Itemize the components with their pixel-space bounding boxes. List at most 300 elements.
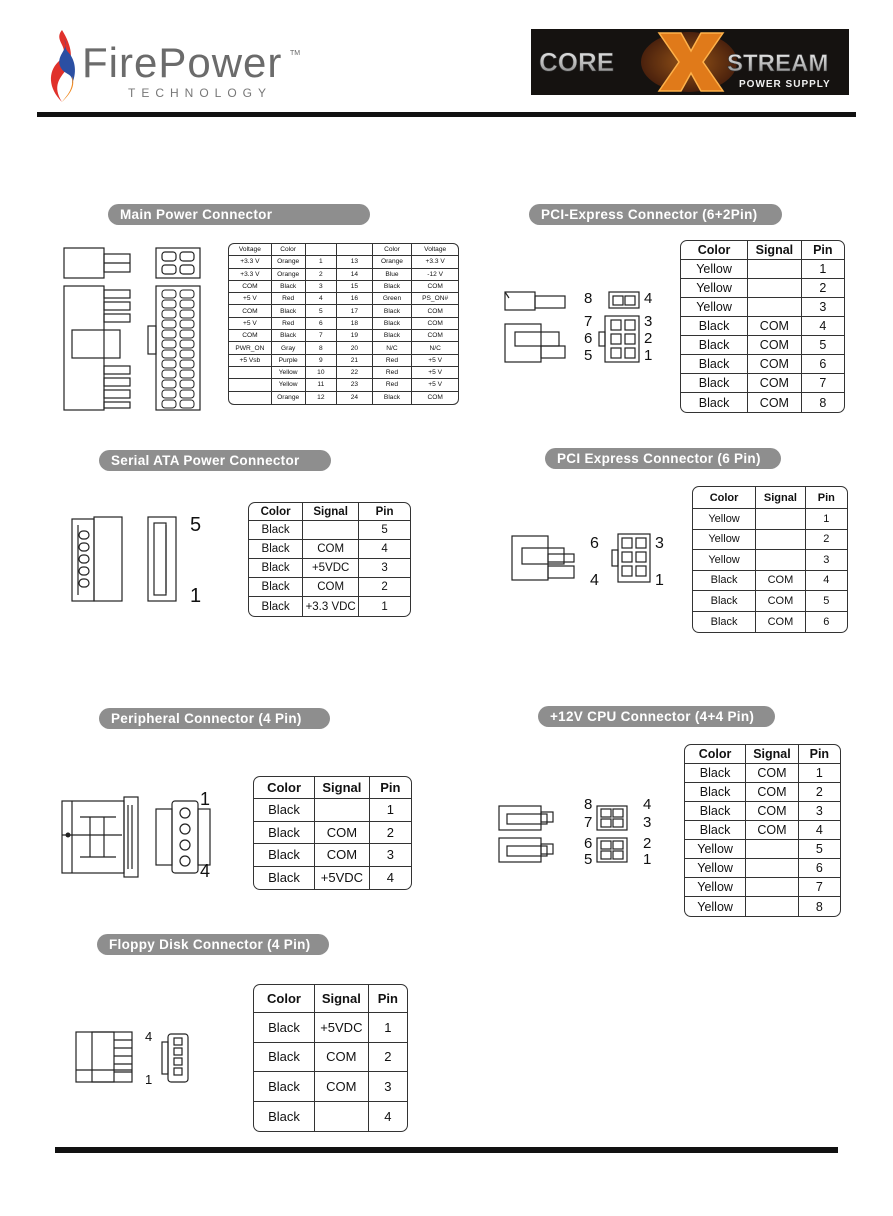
table-row <box>681 317 844 336</box>
table-cell: PS_ON# <box>412 293 458 305</box>
table-cell: +3.3 V <box>229 269 272 281</box>
cell-signal <box>315 1102 369 1132</box>
cell-color: Yellow <box>681 298 748 317</box>
peripheral-pin-label: 4 <box>200 861 211 881</box>
table-row <box>249 559 410 578</box>
table-cell: 22 <box>337 367 373 379</box>
brand-name: FirePower <box>82 39 283 86</box>
table-cell: 17 <box>337 305 373 317</box>
table-row <box>681 336 844 355</box>
cell-signal: COM <box>756 612 806 633</box>
header-signal: Signal <box>315 985 369 1013</box>
cell-color: Black <box>249 559 303 578</box>
cell-signal: COM <box>315 844 370 867</box>
cell-color: Yellow <box>693 509 756 530</box>
header-cell: Color <box>373 244 413 256</box>
table-cell: COM <box>412 330 458 342</box>
table-cell: Red <box>373 367 413 379</box>
table-row <box>249 521 410 540</box>
table-row <box>229 318 458 330</box>
cell-pin: 1 <box>381 600 388 613</box>
table-cell: COM <box>412 305 458 317</box>
table-row <box>229 379 458 391</box>
table-cell: Black <box>272 305 306 317</box>
table-row <box>685 783 840 802</box>
table-cell: 10 <box>306 367 338 379</box>
core-x-stream-graphic <box>531 29 849 95</box>
pcie-6-2-pin-label: 3 <box>644 313 653 330</box>
floppy-title: Floppy Disk Connector (4 Pin) <box>97 934 329 955</box>
table-cell: Red <box>373 355 413 367</box>
logo-stream-text: STREAM <box>727 50 829 77</box>
floppy-connector-drawing <box>74 1028 194 1086</box>
table-cell: 15 <box>337 281 373 293</box>
table-row <box>681 374 844 393</box>
table-row <box>685 878 840 897</box>
cell-signal <box>748 279 802 298</box>
table-cell: Red <box>373 379 413 391</box>
cpu-pin-label: 1 <box>643 851 652 868</box>
cell-pin: 3 <box>359 559 410 578</box>
cell-signal: COM <box>748 336 802 355</box>
pcie-6-connector-drawing <box>510 532 660 584</box>
table-row <box>685 821 840 840</box>
cell-color: Black <box>254 1013 315 1043</box>
peripheral-pin-label: 1 <box>200 789 211 809</box>
cpu-pinout-table <box>684 744 841 917</box>
peripheral-title: Peripheral Connector (4 Pin) <box>99 708 330 729</box>
cell-signal: +3.3 VDC <box>303 597 359 616</box>
table-cell: 11 <box>306 379 338 391</box>
table-cell: Black <box>373 330 413 342</box>
header-signal: Signal <box>746 745 799 764</box>
table-row <box>685 764 840 783</box>
cell-color: Black <box>254 1043 315 1073</box>
cell-color: Black <box>254 799 315 822</box>
table-cell: 14 <box>337 269 373 281</box>
header-pin: Pin <box>799 745 840 764</box>
header-cell <box>337 244 373 256</box>
cell-color: Black <box>681 355 748 374</box>
table-row <box>254 1013 407 1043</box>
cell-color: Yellow <box>685 859 746 878</box>
table-cell: +5 V <box>229 318 272 330</box>
header-color: Color <box>681 241 748 260</box>
sata-connector-drawing <box>70 515 190 603</box>
table-row <box>229 281 458 293</box>
peripheral-pinout-table <box>253 776 412 890</box>
cell-pin: 3 <box>370 844 411 867</box>
cpu-title: +12V CPU Connector (4+4 Pin) <box>538 706 775 727</box>
cell-signal: COM <box>756 591 806 612</box>
pcie-6-pin-label: 1 <box>655 572 664 589</box>
table-cell: Black <box>373 281 413 293</box>
table-cell: +5 V <box>229 293 272 305</box>
cell-color: Black <box>693 591 756 612</box>
table-cell: Red <box>272 293 306 305</box>
header-cell: Voltage <box>412 244 458 256</box>
table-row <box>229 392 458 404</box>
table-row <box>681 279 844 298</box>
table-cell: Orange <box>272 256 306 268</box>
table-cell: COM <box>229 330 272 342</box>
main-power-connector-drawing <box>62 246 214 412</box>
table-row <box>681 260 844 279</box>
cell-color: Yellow <box>685 878 746 897</box>
table-cell: N/C <box>412 342 458 354</box>
table-cell: Black <box>373 318 413 330</box>
cell-signal: COM <box>746 783 799 802</box>
table-row <box>229 342 458 354</box>
header-color: Color <box>254 777 315 799</box>
cell-pin: 7 <box>802 374 844 393</box>
cell-color: Black <box>249 578 303 597</box>
table-row <box>681 298 844 317</box>
table-cell: 6 <box>306 318 338 330</box>
header-cell <box>306 244 338 256</box>
cell-signal: COM <box>746 821 799 840</box>
table-row <box>693 550 847 571</box>
cell-color: Yellow <box>693 550 756 571</box>
cpu-pin-label: 6 <box>584 835 593 852</box>
cell-color: Black <box>685 764 746 783</box>
cell-pin: 2 <box>799 783 840 802</box>
pcie-6-2-connector-drawing <box>503 290 643 364</box>
table-cell: COM <box>427 394 443 402</box>
cell-pin: 5 <box>359 521 410 540</box>
cpu-pin-label: 3 <box>643 814 652 831</box>
cell-signal <box>746 878 799 897</box>
table-cell <box>229 367 272 379</box>
cell-signal <box>746 840 799 859</box>
cell-pin: 1 <box>802 260 844 279</box>
main-power-pinout-table <box>228 243 459 405</box>
cpu-pin-label: 7 <box>584 814 593 831</box>
table-cell: 13 <box>337 256 373 268</box>
cell-pin: 6 <box>823 615 830 628</box>
table-cell <box>229 379 272 391</box>
table-cell: Green <box>373 293 413 305</box>
header-color: Color <box>685 745 746 764</box>
table-cell: 23 <box>337 379 373 391</box>
cell-pin: 8 <box>819 395 827 410</box>
table-cell: Gray <box>272 342 306 354</box>
cell-pin: 8 <box>815 899 823 914</box>
table-row <box>229 269 458 281</box>
table-cell: Orange <box>272 269 306 281</box>
cell-pin: 4 <box>359 540 410 559</box>
table-cell: Black <box>373 305 413 317</box>
pcie-6-2-title: PCI-Express Connector (6+2Pin) <box>529 204 782 225</box>
table-cell: 5 <box>306 305 338 317</box>
cell-color: Yellow <box>685 840 746 859</box>
cell-color: Black <box>685 802 746 821</box>
header-pin: Pin <box>806 487 847 509</box>
cell-signal: COM <box>746 764 799 783</box>
header-pin: Pin <box>359 503 410 521</box>
header-signal: Signal <box>748 241 802 260</box>
cpu-pin-label: 4 <box>643 796 652 813</box>
pcie-6-2-pin-label: 7 <box>584 313 593 330</box>
cell-signal <box>303 521 359 540</box>
table-cell: 1 <box>306 256 338 268</box>
table-cell: COM <box>412 318 458 330</box>
pcie-6-title: PCI Express Connector (6 Pin) <box>545 448 781 469</box>
cell-signal: +5VDC <box>303 559 359 578</box>
table-cell: N/C <box>373 342 413 354</box>
cell-color: Yellow <box>685 897 746 916</box>
floppy-pin-label: 4 <box>145 1029 153 1044</box>
sata-pinout-table <box>248 502 411 617</box>
table-row <box>254 822 411 845</box>
footer-divider <box>55 1147 838 1153</box>
cell-signal <box>756 550 806 571</box>
table-cell: Yellow <box>272 367 306 379</box>
pcie-6-pin-label: 3 <box>655 535 664 552</box>
header-signal: Signal <box>756 487 806 509</box>
table-cell: 12 <box>306 392 338 404</box>
header-pin: Pin <box>369 985 407 1013</box>
cell-color: Black <box>693 612 756 633</box>
table-row <box>254 799 411 822</box>
table-cell: 7 <box>306 330 338 342</box>
table-row <box>693 509 847 530</box>
cell-pin: 4 <box>386 870 394 886</box>
cell-color: Yellow <box>693 530 756 551</box>
sata-pin-label: 1 <box>190 585 202 607</box>
table-cell: PWR_ON <box>229 342 272 354</box>
cell-signal <box>748 260 802 279</box>
table-row <box>249 578 410 597</box>
table-header-row <box>229 244 458 256</box>
cell-pin: 2 <box>369 1043 407 1073</box>
cell-signal <box>746 859 799 878</box>
table-cell: 24 <box>337 392 373 404</box>
pcie-6-2-pin-label: 2 <box>644 330 653 347</box>
table-cell: Black <box>272 330 306 342</box>
table-cell: +5 V <box>412 355 458 367</box>
cell-signal <box>756 530 806 551</box>
table-row <box>229 256 458 268</box>
cell-signal: COM <box>303 578 359 597</box>
table-row <box>685 859 840 878</box>
table-row <box>254 1043 407 1073</box>
table-row <box>229 355 458 367</box>
cell-color: Black <box>685 821 746 840</box>
cell-pin: 1 <box>799 764 840 783</box>
pcie-6-2-pin-label: 4 <box>644 290 653 307</box>
cell-signal: COM <box>746 802 799 821</box>
table-cell: COM <box>229 281 272 293</box>
cell-pin: 5 <box>806 591 847 612</box>
cell-signal: COM <box>756 571 806 592</box>
cell-signal: COM <box>748 355 802 374</box>
table-cell: +5 Vsb <box>229 355 272 367</box>
cell-pin: 6 <box>799 859 840 878</box>
cell-signal: COM <box>748 374 802 393</box>
table-cell: 8 <box>306 342 338 354</box>
cell-signal: +5VDC <box>315 1013 369 1043</box>
table-cell: 21 <box>337 355 373 367</box>
table-cell: -12 V <box>412 269 458 281</box>
table-row <box>229 293 458 305</box>
cell-pin: 1 <box>806 509 847 530</box>
cell-pin: 4 <box>799 821 840 840</box>
cell-signal: COM <box>303 540 359 559</box>
table-row <box>254 1072 407 1102</box>
table-row <box>254 1102 407 1132</box>
cell-pin: 1 <box>370 799 411 822</box>
cpu-pin-label: 8 <box>584 796 593 813</box>
cell-signal: COM <box>748 317 802 336</box>
cell-signal <box>315 799 370 822</box>
cell-pin: 2 <box>359 578 410 597</box>
cell-signal: COM <box>315 1043 369 1073</box>
header-pin: Pin <box>370 777 411 799</box>
cell-pin: 2 <box>802 279 844 298</box>
cell-color: Black <box>681 374 748 393</box>
table-cell <box>229 392 272 404</box>
header-divider <box>37 112 856 117</box>
pcie-6-pinout-table <box>692 486 848 633</box>
table-cell: Black <box>373 392 413 404</box>
table-cell: 4 <box>306 293 338 305</box>
table-row <box>693 530 847 551</box>
cell-pin: 3 <box>806 550 847 571</box>
flame-icon <box>44 28 80 104</box>
cell-pin: 5 <box>799 840 840 859</box>
table-cell: Purple <box>272 355 306 367</box>
cell-color: Black <box>254 867 315 890</box>
cell-signal <box>748 298 802 317</box>
cell-color: Black <box>681 336 748 355</box>
cell-signal: COM <box>315 1072 369 1102</box>
cell-color: Black <box>254 1072 315 1102</box>
cell-color: Black <box>681 317 748 336</box>
table-cell: 9 <box>306 355 338 367</box>
table-cell: +5 V <box>412 379 458 391</box>
table-row <box>685 802 840 821</box>
header-color: Color <box>249 503 303 521</box>
trademark-mark: TM <box>290 50 301 57</box>
cell-pin: 4 <box>384 1108 392 1124</box>
table-row <box>254 844 411 867</box>
core-x-stream-logo <box>531 29 849 95</box>
header-cell: Voltage <box>229 244 272 256</box>
cell-signal <box>746 897 799 916</box>
table-row <box>685 897 840 916</box>
cell-pin: 4 <box>806 571 847 592</box>
sata-pin-label: 5 <box>190 514 202 536</box>
logo-power-supply-text: POWER SUPPLY <box>739 79 831 90</box>
table-cell: 16 <box>337 293 373 305</box>
main-power-title: Main Power Connector <box>108 204 370 225</box>
table-row <box>229 330 458 342</box>
table-row <box>254 867 411 890</box>
cell-pin: 3 <box>799 802 840 821</box>
header-cell: Color <box>272 244 306 256</box>
cell-pin: 2 <box>806 530 847 551</box>
table-cell: 19 <box>337 330 373 342</box>
pcie-6-2-pinout-table <box>680 240 845 413</box>
cell-color: Black <box>681 393 748 412</box>
table-row <box>685 840 840 859</box>
cell-pin: 3 <box>369 1072 407 1102</box>
pcie-6-2-pin-label: 5 <box>584 347 593 364</box>
table-cell: Blue <box>373 269 413 281</box>
cell-signal: COM <box>748 393 802 412</box>
firepower-logo <box>44 26 314 106</box>
table-cell: Black <box>272 281 306 293</box>
header-color: Color <box>254 985 315 1013</box>
floppy-pin-label: 1 <box>145 1072 153 1087</box>
cell-pin: 5 <box>802 336 844 355</box>
cell-pin: 2 <box>370 822 411 845</box>
cell-color: Black <box>693 571 756 592</box>
pcie-6-2-pin-label: 8 <box>584 290 593 307</box>
header-signal: Signal <box>303 503 359 521</box>
table-row <box>693 591 847 612</box>
table-row <box>229 305 458 317</box>
pcie-6-2-pin-label: 6 <box>584 330 593 347</box>
cell-color: Black <box>685 783 746 802</box>
table-cell: Orange <box>373 256 413 268</box>
sata-title: Serial ATA Power Connector <box>99 450 331 471</box>
floppy-pinout-table <box>253 984 408 1132</box>
cell-color: Black <box>249 521 303 540</box>
table-row <box>249 540 410 559</box>
cell-signal: +5VDC <box>315 867 370 890</box>
table-cell: 3 <box>306 281 338 293</box>
table-row <box>693 612 847 633</box>
table-row <box>681 393 844 412</box>
table-cell: 20 <box>337 342 373 354</box>
header-signal: Signal <box>315 777 370 799</box>
cell-pin: 3 <box>802 298 844 317</box>
pcie-6-pin-label: 4 <box>590 572 599 589</box>
table-cell: Red <box>272 318 306 330</box>
cell-color: Yellow <box>681 260 748 279</box>
table-row <box>693 571 847 592</box>
cell-signal: COM <box>315 822 370 845</box>
table-cell: COM <box>229 305 272 317</box>
table-cell: +3.3 V <box>229 256 272 268</box>
cell-color: Yellow <box>681 279 748 298</box>
pcie-6-2-pin-label: 1 <box>644 347 653 364</box>
cell-pin: 6 <box>802 355 844 374</box>
cell-signal <box>756 509 806 530</box>
table-row <box>229 367 458 379</box>
pcie-6-pin-label: 6 <box>590 535 599 552</box>
cell-color: Black <box>254 822 315 845</box>
table-row <box>249 597 410 616</box>
cell-pin: 7 <box>799 878 840 897</box>
cell-color: Black <box>249 597 303 616</box>
cpu-connector-drawing <box>497 800 637 870</box>
cpu-pin-label: 5 <box>584 851 593 868</box>
header-color: Color <box>693 487 756 509</box>
peripheral-connector-drawing <box>60 795 215 879</box>
table-cell: 2 <box>306 269 338 281</box>
table-cell: +3.3 V <box>412 256 458 268</box>
cpu-pin-label: 2 <box>643 835 652 852</box>
logo-core-text: CORE <box>539 47 615 77</box>
table-cell: Yellow <box>272 379 306 391</box>
brand-subtitle: TECHNOLOGY <box>128 86 273 100</box>
table-cell: Orange <box>272 392 306 404</box>
cell-pin: 4 <box>802 317 844 336</box>
cell-pin: 1 <box>369 1013 407 1043</box>
